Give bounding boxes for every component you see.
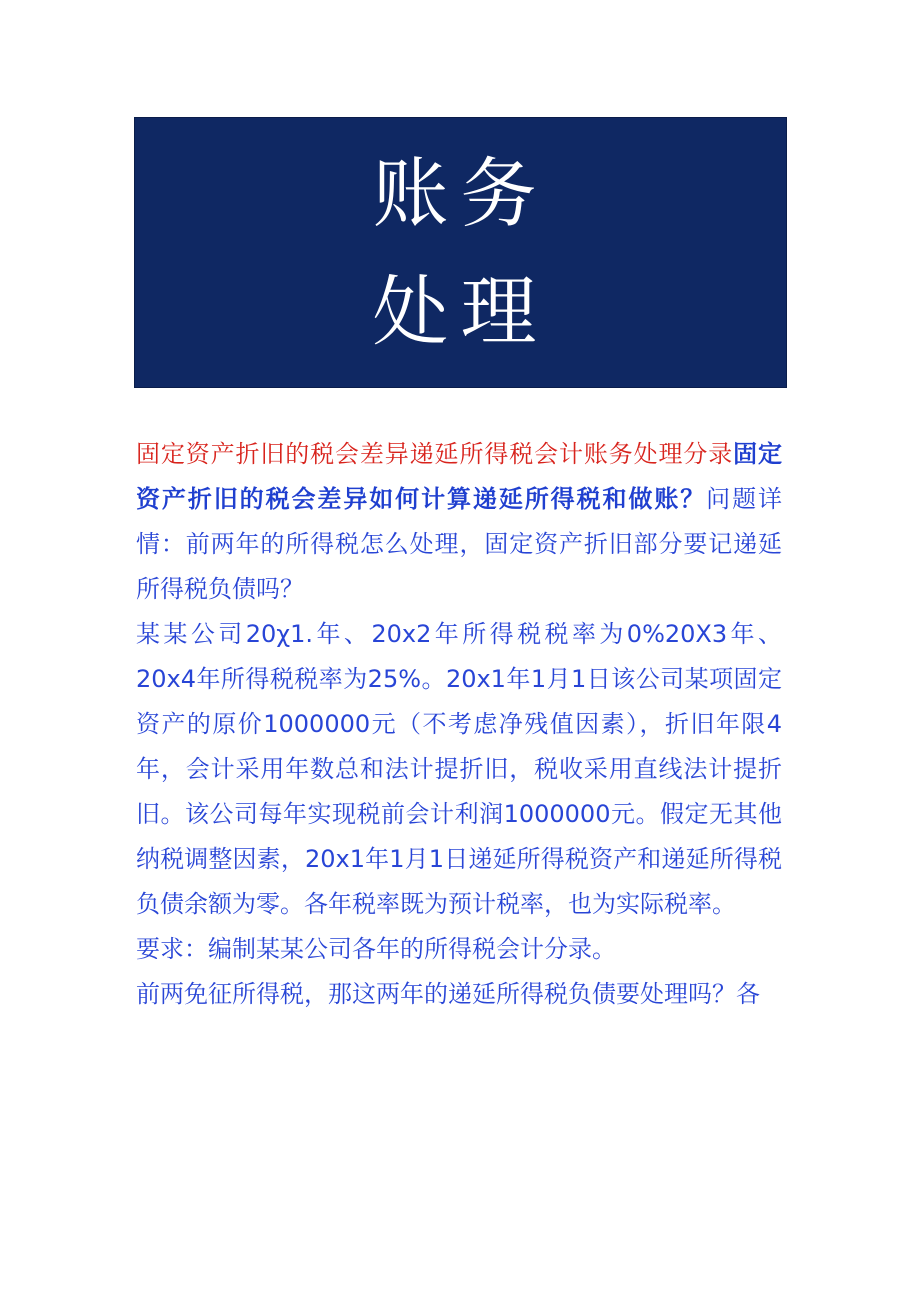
- banner-title-line1: 账务: [372, 149, 549, 238]
- title-banner: [134, 117, 787, 388]
- question-heading: 固定资产折旧的税会差异如何计算递延所得税和做账？: [136, 440, 783, 513]
- follow-up-paragraph: 前两免征所得税，那这两年的递延所得税负债要处理吗？各: [136, 980, 760, 1008]
- case-paragraph: 某某公司20χ1.年、20x2年所得税税率为0%20X3年、20x4年所得税税率为25%。20x1年1月1日该公司某项固定资产的原价1000000元（不考虑净残值因素），折旧年限4年，会计采用年数总和法计提折旧，税收采用直线法计提折旧。该公司每年实现税前会计利润1000000元。假定无其他纳税调整因素，20x1年1月1日递延所得税资产和递延所得税负债余额为零。各年税率既为预计税率，也为实际税率。: [136, 620, 782, 918]
- banner-title-line2: 处理: [372, 267, 549, 356]
- article-title: 固定资产折旧的税会差异递延所得税会计账务处理分录: [136, 440, 734, 468]
- article-body: [136, 432, 782, 1017]
- requirement-paragraph: 要求：编制某某公司各年的所得税会计分录。: [136, 935, 616, 963]
- question-detail: 问题详情：前两年的所得税怎么处理，固定资产折旧部分要记递延所得税负债吗？: [136, 485, 783, 603]
- intro-paragraph: [136, 432, 782, 612]
